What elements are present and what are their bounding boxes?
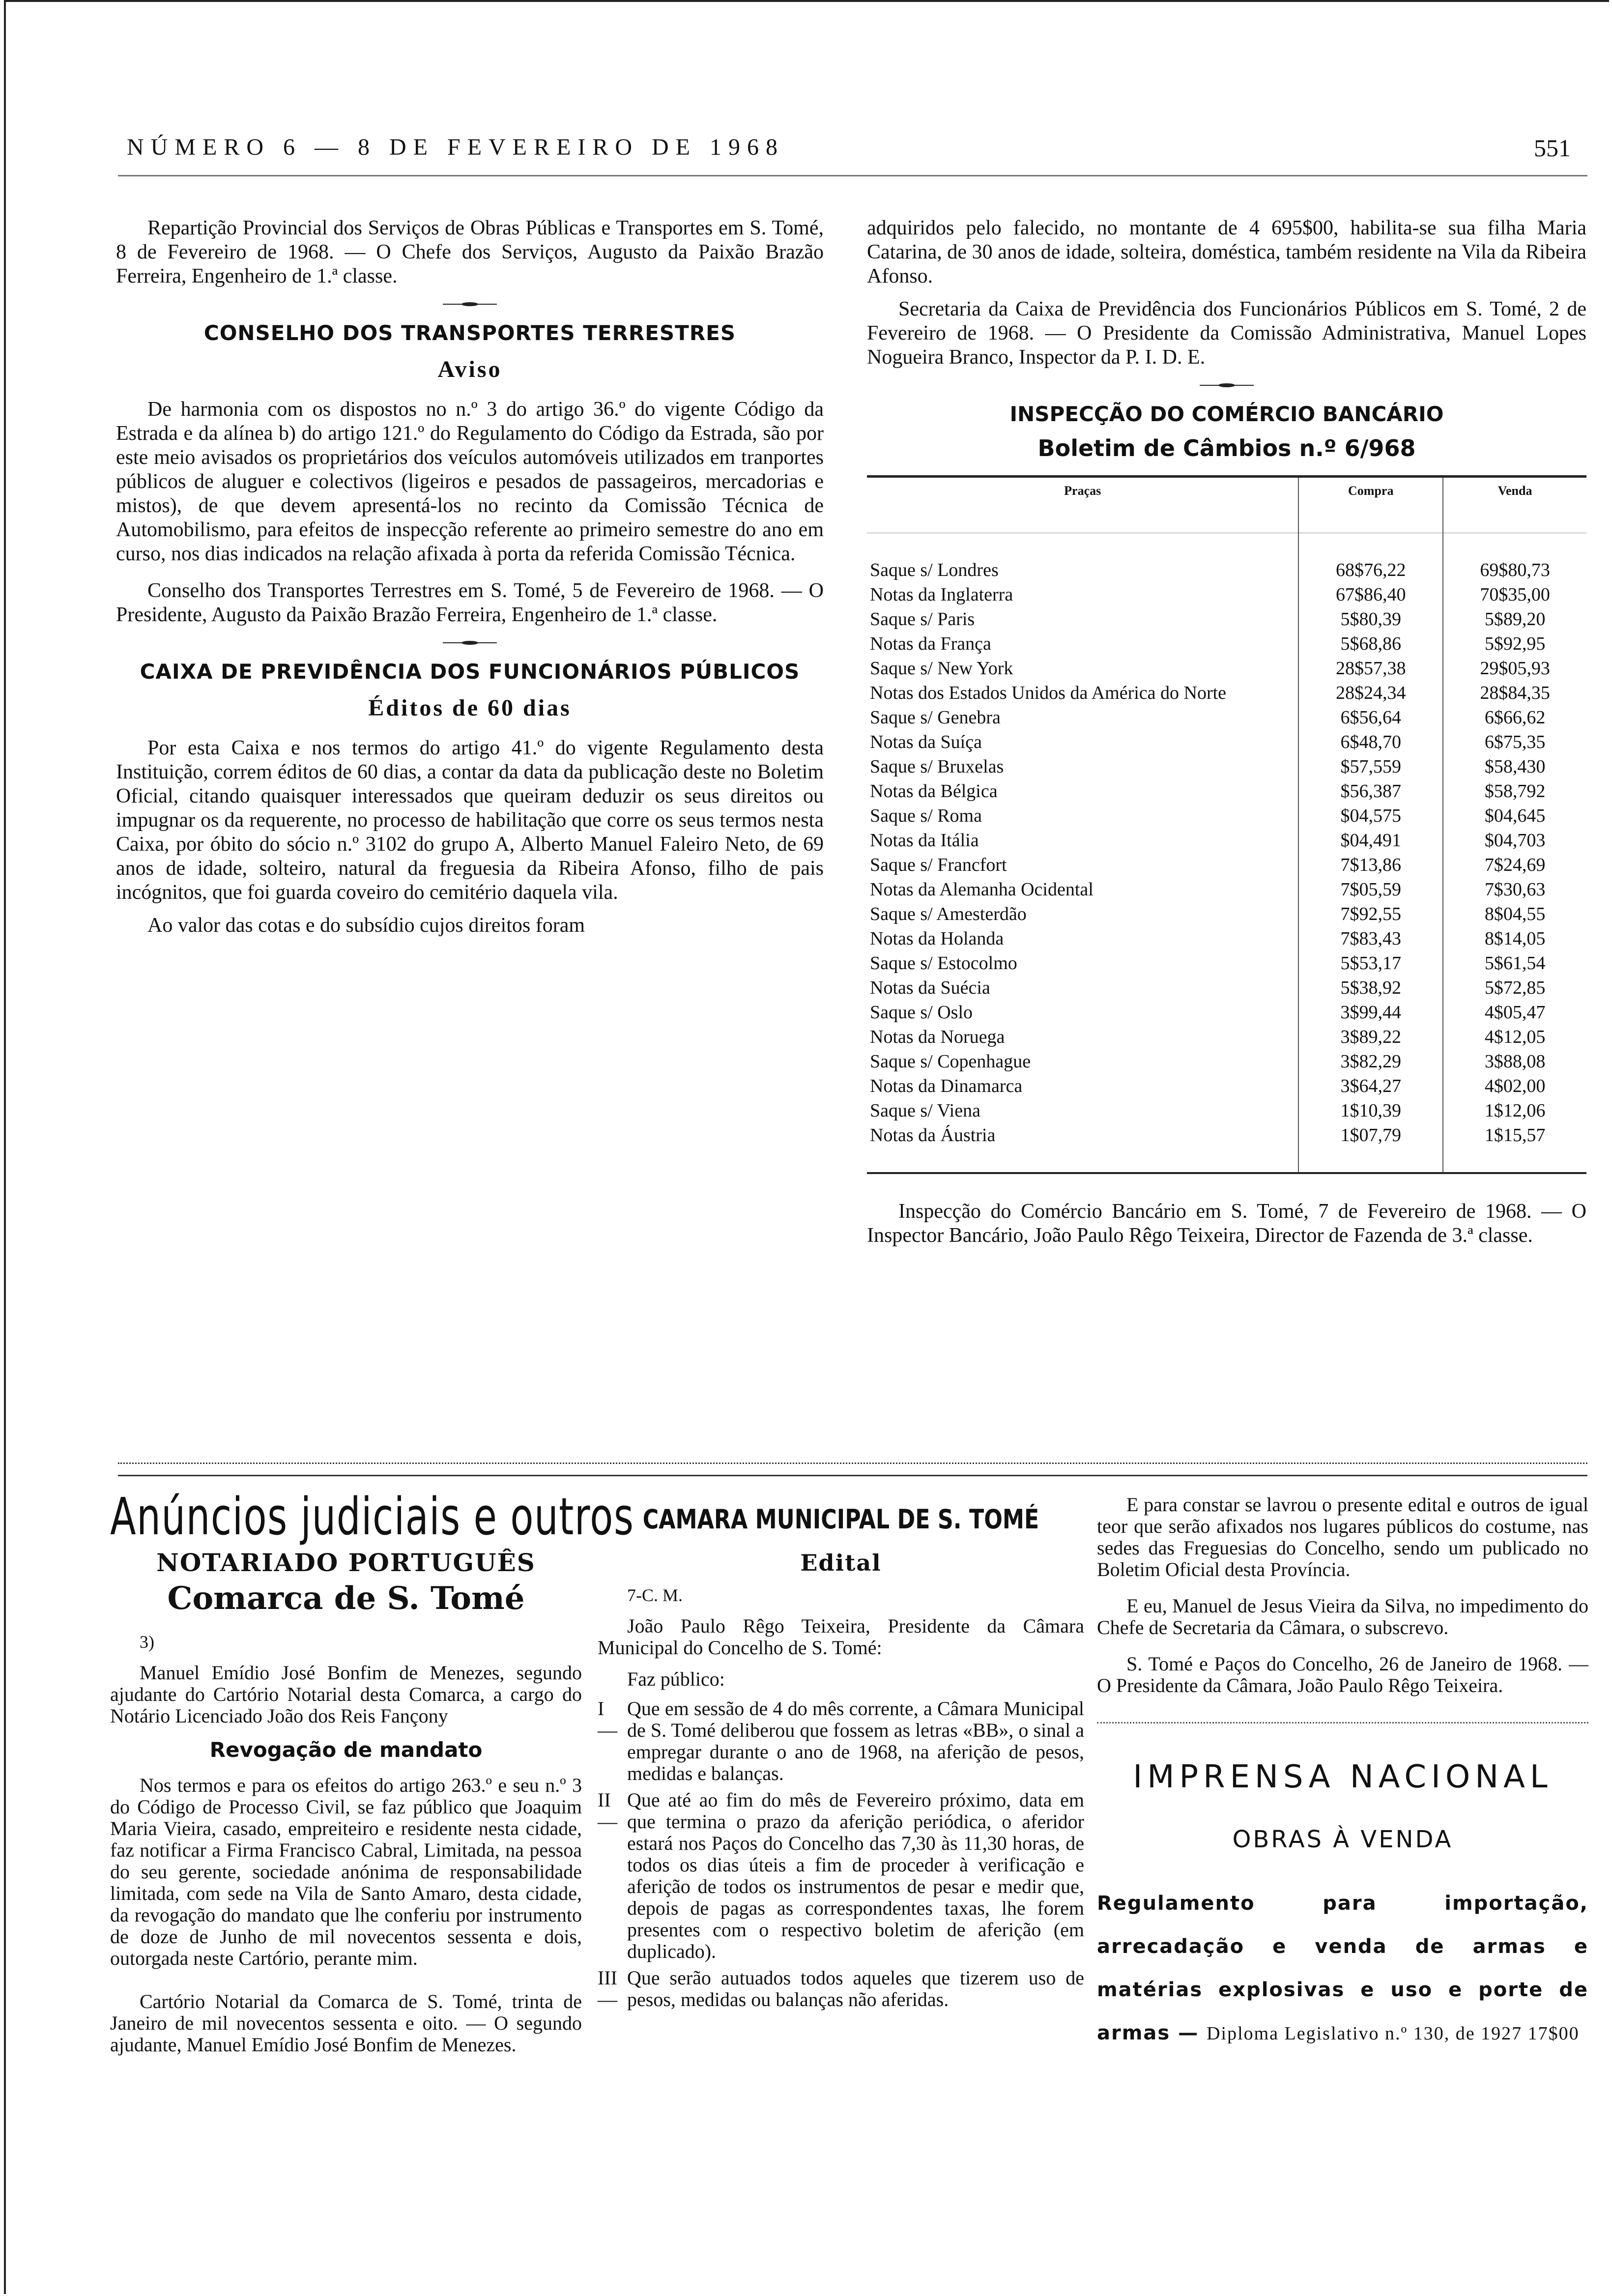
table-row bbox=[867, 902, 1586, 926]
cell-compra: 7$92,55 bbox=[1298, 902, 1443, 926]
cell-venda: 5$92,95 bbox=[1443, 631, 1586, 656]
table-row bbox=[867, 681, 1586, 705]
cell-venda: 4$12,05 bbox=[1443, 1025, 1586, 1049]
cartorio-closing: Cartório Notarial da Comarca de S. Tomé, trinta de Janeiro de mil novecentos sessenta e oito. — O segundo ajudante, Manuel Emídio José Bonfim de Menezes. bbox=[110, 1990, 582, 2056]
cell-venda: 6$75,35 bbox=[1443, 730, 1586, 754]
edital-item-number: II — bbox=[598, 1789, 617, 1833]
header-rule bbox=[118, 175, 1587, 176]
table-row bbox=[867, 1074, 1586, 1098]
notariado-heading: NOTARIADO PORTUGUÊS bbox=[156, 1548, 536, 1577]
cell-praca: Saque s/ Amesterdão bbox=[870, 904, 1027, 924]
caixa-paragraph-2: Ao valor das cotas e do subsídio cujos direitos foram bbox=[147, 914, 585, 937]
running-head: NÚMERO 6 — 8 DE FEVEREIRO DE 1968 bbox=[127, 134, 784, 160]
left-column bbox=[116, 216, 824, 938]
cell-venda: 5$89,20 bbox=[1443, 607, 1586, 631]
table-row bbox=[867, 1123, 1586, 1148]
column-header-compra: Compra bbox=[1298, 477, 1443, 533]
anuncios-masthead: Anúncios judiciais e outros bbox=[110, 1487, 634, 1547]
cell-compra: 1$10,39 bbox=[1298, 1098, 1443, 1123]
edital-items bbox=[598, 1698, 1084, 2010]
cell-compra: 3$89,22 bbox=[1298, 1025, 1443, 1049]
cell-praca: Saque s/ Viena bbox=[870, 1100, 980, 1121]
cell-praca: Saque s/ Londres bbox=[870, 560, 999, 580]
table-row bbox=[867, 705, 1586, 730]
cell-compra: 5$38,92 bbox=[1298, 976, 1443, 1000]
cell-praca: Saque s/ Oslo bbox=[870, 1002, 973, 1023]
cell-compra: $04,491 bbox=[1298, 828, 1443, 853]
table-row bbox=[867, 976, 1586, 1000]
cell-venda: 29$05,93 bbox=[1443, 656, 1586, 681]
revogacao-paragraph: Nos termos e para os efeitos do artigo 263.º e seu n.º 3 do Código de Processo Civil, se faz público que Joaquim Maria Vieira, casado, empreiteiro e residente nesta cidade, faz notificar a Firma Francisco Cabral, Limitada, na pessoa do seu gerente, sociedade anónima de responsabilidade limitada, com sede na Vila de Santo Amaro, desta cidade, da revogação do mandato que lhe conferiu por instrumento de doze de Junho de mil novecentos sessenta e dois, outorgada neste Cartório, perante mim. bbox=[110, 1774, 582, 1969]
cell-praca: Saque s/ Estocolmo bbox=[870, 953, 1017, 974]
cell-venda: $04,645 bbox=[1443, 804, 1586, 828]
faz-publico: Faz público: bbox=[627, 1668, 725, 1690]
page-number: 551 bbox=[1534, 134, 1571, 162]
cell-compra: 5$53,17 bbox=[1298, 951, 1443, 976]
cell-praca: Notas da Itália bbox=[870, 830, 979, 851]
cell-compra: 1$07,79 bbox=[1298, 1123, 1443, 1148]
boletim-cambios-title: Boletim de Câmbios n.º 6/968 bbox=[1037, 435, 1416, 461]
cell-praca: Notas da Holanda bbox=[870, 928, 1004, 949]
edital-item-number: III — bbox=[598, 1967, 617, 2010]
exchange-rate-table bbox=[867, 475, 1586, 1174]
cell-praca: Saque s/ Copenhague bbox=[870, 1051, 1031, 1072]
cell-venda: 7$30,63 bbox=[1443, 877, 1586, 902]
edital-item-text: Que até ao fim do mês de Fevereiro próximo, data em que termina o prazo da aferição periódica, o aferidor estará nos Paços do Concelho das 7,30 às 11,30 horas, de todos os dias úteis a fim de proceder à verificação e aferição de todos os instrumentos de pesar e medir que, depois de pagas as correspondentes taxas, lhe forem presentes com o respectivo boletim de aferição (em duplicado). bbox=[627, 1789, 1084, 1962]
table-spacer-row bbox=[867, 1148, 1586, 1173]
table-row bbox=[867, 779, 1586, 804]
table-row bbox=[867, 1098, 1586, 1123]
cell-compra: 3$82,29 bbox=[1298, 1049, 1443, 1074]
cell-venda: 1$12,06 bbox=[1443, 1098, 1586, 1123]
cell-compra: 5$80,39 bbox=[1298, 607, 1443, 631]
obras-heading: OBRAS À VENDA bbox=[1232, 1826, 1453, 1853]
cell-compra: 68$76,22 bbox=[1298, 558, 1443, 582]
aviso-subheading: Aviso bbox=[437, 356, 502, 382]
caixa-continuation: adquiridos pelo falecido, no montante de 4 695$00, habilita-se sua filha Maria Catarina, de 30 anos de idade, solteira, doméstica, também residente na Vila da Ribeira Afonso. bbox=[867, 217, 1586, 287]
table-row bbox=[867, 631, 1586, 656]
cell-compra: $04,575 bbox=[1298, 804, 1443, 828]
ad-tail: Diploma Legislativo n.º 130, de 1927 17$00 bbox=[1207, 2023, 1580, 2044]
conselho-closing: Conselho dos Transportes Terrestres em S. Tomé, 5 de Fevereiro de 1968. — O Presidente, Augusto da Paixão Brazão Ferreira, Engenheiro de 1.ª classe. bbox=[116, 579, 824, 626]
cell-praca: Notas da Alemanha Ocidental bbox=[870, 879, 1094, 900]
section-ornament bbox=[1200, 383, 1254, 387]
edital-reference: 7-C. M. bbox=[627, 1585, 683, 1605]
table-row bbox=[867, 804, 1586, 828]
cell-venda: 69$80,73 bbox=[1443, 558, 1586, 582]
table-row bbox=[867, 607, 1586, 631]
cell-compra: 7$83,43 bbox=[1298, 926, 1443, 951]
caixa-heading: CAIXA DE PREVIDÊNCIA DOS FUNCIONÁRIOS PÚBLICOS bbox=[140, 660, 800, 684]
table-row bbox=[867, 656, 1586, 681]
cell-compra: 28$57,38 bbox=[1298, 656, 1443, 681]
table-row bbox=[867, 877, 1586, 902]
cell-compra: 6$48,70 bbox=[1298, 730, 1443, 754]
edital-item-text: Que em sessão de 4 do mês corrente, a Câmara Municipal de S. Tomé deliberou que fossem as letras «BB», o sinal a empregar durante o ano de 1968, na aferição de pesos, medidas e balanças. bbox=[627, 1697, 1084, 1784]
section-ornament bbox=[443, 302, 497, 306]
cell-praca: Saque s/ Francfort bbox=[870, 855, 1007, 875]
cell-venda: 8$14,05 bbox=[1443, 926, 1586, 951]
table-row bbox=[867, 926, 1586, 951]
table-row bbox=[867, 951, 1586, 976]
edital-constar: E para constar se lavrou o presente edital e outros de igual teor que serão afixados nos lugares públicos do costume, nas sedes das Freguesias do Concelho, sendo um publicado no Boletim Oficial desta Província. bbox=[1097, 1493, 1588, 1580]
ad-title: Regulamento para importação, arrecadação e venda de armas e matérias explosivas e uso e porte de armas — bbox=[1097, 1892, 1588, 2044]
section-ornament bbox=[443, 641, 497, 645]
ad-regulamento bbox=[1097, 1882, 1588, 2055]
edital-subscrevo: E eu, Manuel de Jesus Vieira da Silva, no impedimento do Chefe de Secretaria da Câmara, o subscrevo. bbox=[1097, 1595, 1588, 1638]
edital-subheading: Edital bbox=[800, 1550, 882, 1576]
cell-venda: 4$02,00 bbox=[1443, 1074, 1586, 1098]
comarca-heading: Comarca de S. Tomé bbox=[167, 1580, 525, 1617]
cell-venda: 6$66,62 bbox=[1443, 705, 1586, 730]
cell-compra: $56,387 bbox=[1298, 779, 1443, 804]
cell-praca: Notas da Áustria bbox=[870, 1125, 996, 1146]
cell-praca: Notas da Suíça bbox=[870, 732, 982, 752]
cell-venda: 28$84,35 bbox=[1443, 681, 1586, 705]
cell-compra: 7$05,59 bbox=[1298, 877, 1443, 902]
table-spacer-row bbox=[867, 533, 1586, 558]
camara-column bbox=[598, 1504, 1084, 2015]
cell-praca: Notas da Bélgica bbox=[870, 781, 998, 802]
cell-venda: 4$05,47 bbox=[1443, 1000, 1586, 1025]
imprensa-heading: IMPRENSA NACIONAL bbox=[1133, 1759, 1553, 1795]
cell-venda: $04,703 bbox=[1443, 828, 1586, 853]
table-row bbox=[867, 582, 1586, 607]
cell-compra: 7$13,86 bbox=[1298, 853, 1443, 877]
cell-praca: Notas da Inglaterra bbox=[870, 584, 1013, 605]
cell-venda: 1$15,57 bbox=[1443, 1123, 1586, 1148]
cell-compra: 3$99,44 bbox=[1298, 1000, 1443, 1025]
inspeccao-closing: Inspecção do Comércio Bancário em S. Tomé, 7 de Fevereiro de 1968. — O Inspector Bancário, João Paulo Rêgo Teixeira, Director de Fazenda de 3.ª classe. bbox=[867, 1200, 1586, 1247]
editos-subheading: Éditos de 60 dias bbox=[368, 695, 572, 721]
cell-praca: Saque s/ Paris bbox=[870, 609, 975, 630]
cell-venda: $58,792 bbox=[1443, 779, 1586, 804]
cell-venda: 70$35,00 bbox=[1443, 582, 1586, 607]
cell-venda: $58,430 bbox=[1443, 754, 1586, 779]
cell-compra: 3$64,27 bbox=[1298, 1074, 1443, 1098]
cell-praca: Notas da França bbox=[870, 633, 991, 654]
cell-praca: Saque s/ New York bbox=[870, 658, 1013, 679]
table-row bbox=[867, 1049, 1586, 1074]
conselho-paragraph: De harmonia com os dispostos no n.º 3 do artigo 36.º do vigente Código da Estrada e da alínea b) do artigo 121.º do Regulamento do Código da Estrada, são por este meio avisados os proprietários dos veículos automóveis utilizados em tranportes públicos de aluguer e colectivos (ligeiros e pesados de passageiros, mercadorias e mistos), de que devem apresentá-los no recinto da Comissão Técnica de Automobilismo, para efeitos de inspecção referente ao primeiro semestre do ano em curso, nos dias indicados na relação afixada à porta da referida Comissão Técnica. bbox=[116, 398, 824, 565]
exchange-rate-rows bbox=[867, 533, 1586, 1174]
column-rule bbox=[1097, 1722, 1588, 1723]
cell-venda: 3$88,08 bbox=[1443, 1049, 1586, 1074]
cell-praca: Saque s/ Roma bbox=[870, 805, 982, 826]
cell-praca: Notas dos Estados Unidos da América do Norte bbox=[870, 683, 1227, 703]
imprensa-column bbox=[1097, 1494, 1588, 2055]
caixa-closing: Secretaria da Caixa de Previdência dos Funcionários Públicos em S. Tomé, 2 de Fevereiro de 1968. — O Presidente da Comissão Administrativa, Manuel Lopes Nogueira Branco, Inspector da P. I. D. E. bbox=[867, 298, 1586, 369]
edital-intro: João Paulo Rêgo Teixeira, Presidente da Câmara Municipal do Concelho de S. Tomé: bbox=[598, 1615, 1084, 1659]
notary-intro: Manuel Emídio José Bonfim de Menezes, segundo ajudante do Cartório Notarial desta Comarca, a cargo do Notário Licenciado João dos Reis Fançony bbox=[110, 1662, 582, 1727]
edital-item bbox=[598, 1698, 1084, 1784]
table-row bbox=[867, 754, 1586, 779]
column-header-venda: Venda bbox=[1443, 477, 1586, 533]
obras-publicas-closing: Repartição Provincial dos Serviços de Obras Públicas e Transportes em S. Tomé, 8 de Fevereiro de 1968. — O Chefe dos Serviços, Augusto da Paixão Brazão Ferreira, Engenheiro de 1.ª classe. bbox=[116, 217, 824, 287]
cell-praca: Notas da Suécia bbox=[870, 977, 990, 998]
ornamental-separator bbox=[118, 1463, 1587, 1476]
table-row bbox=[867, 853, 1586, 877]
table-row bbox=[867, 558, 1586, 582]
cell-compra: 28$24,34 bbox=[1298, 681, 1443, 705]
caixa-paragraph-1: Por esta Caixa e nos termos do artigo 41.º do vigente Regulamento desta Instituição, correm éditos de 60 dias, a contar da data da publicação deste no Boletim Oficial, citando quaisquer interessados que queiram deduzir os seus direitos ou impugnar os da requerente, no processo de habilitação que corre os seus termos nesta Caixa, por óbito do sócio n.º 3102 do grupo A, Alberto Manuel Faleiro Neto, de 69 anos de idade, solteiro, natural da freguesia da Ribeira Afonso, filho de pais incógnitos, que foi guarda coveiro do cemitério daquela vila. bbox=[116, 737, 824, 904]
notice-reference: 3) bbox=[140, 1632, 154, 1652]
table-row bbox=[867, 1000, 1586, 1025]
edital-closing: S. Tomé e Paços do Concelho, 26 de Janeiro de 1968. — O Presidente da Câmara, João Paulo Rêgo Teixeira. bbox=[1097, 1653, 1588, 1696]
inspeccao-heading: INSPECÇÃO DO COMÉRCIO BANCÁRIO bbox=[1009, 402, 1444, 426]
edital-item-number: I — bbox=[598, 1697, 617, 1741]
cell-compra: 5$68,86 bbox=[1298, 631, 1443, 656]
conselho-heading: CONSELHO DOS TRANSPORTES TERRESTRES bbox=[203, 321, 736, 345]
cell-venda: 7$24,69 bbox=[1443, 853, 1586, 877]
table-row bbox=[867, 730, 1586, 754]
edital-item bbox=[598, 1789, 1084, 1962]
cell-venda: 8$04,55 bbox=[1443, 902, 1586, 926]
edital-item bbox=[598, 1967, 1084, 2010]
cell-compra: 67$86,40 bbox=[1298, 582, 1443, 607]
cell-praca: Saque s/ Bruxelas bbox=[870, 756, 1004, 777]
camara-heading: CAMARA MUNICIPAL DE S. TOMÉ bbox=[642, 1504, 1039, 1535]
table-header-row bbox=[867, 477, 1586, 533]
cell-compra: 6$56,64 bbox=[1298, 705, 1443, 730]
cell-praca: Notas da Noruega bbox=[870, 1027, 1005, 1047]
cell-venda: 5$61,54 bbox=[1443, 951, 1586, 976]
column-header-pracas: Praças bbox=[867, 477, 1298, 533]
revogacao-heading: Revogação de mandato bbox=[209, 1738, 483, 1762]
cell-praca: Saque s/ Genebra bbox=[870, 707, 1001, 728]
table-row bbox=[867, 828, 1586, 853]
edital-item-text: Que serão autuados todos aqueles que tizerem uso de pesos, medidas ou balanças não aferidas. bbox=[627, 1967, 1084, 2010]
table-row bbox=[867, 1025, 1586, 1049]
cell-compra: $57,559 bbox=[1298, 754, 1443, 779]
right-column bbox=[867, 216, 1586, 1248]
cell-venda: 5$72,85 bbox=[1443, 976, 1586, 1000]
cell-praca: Notas da Dinamarca bbox=[870, 1076, 1023, 1096]
